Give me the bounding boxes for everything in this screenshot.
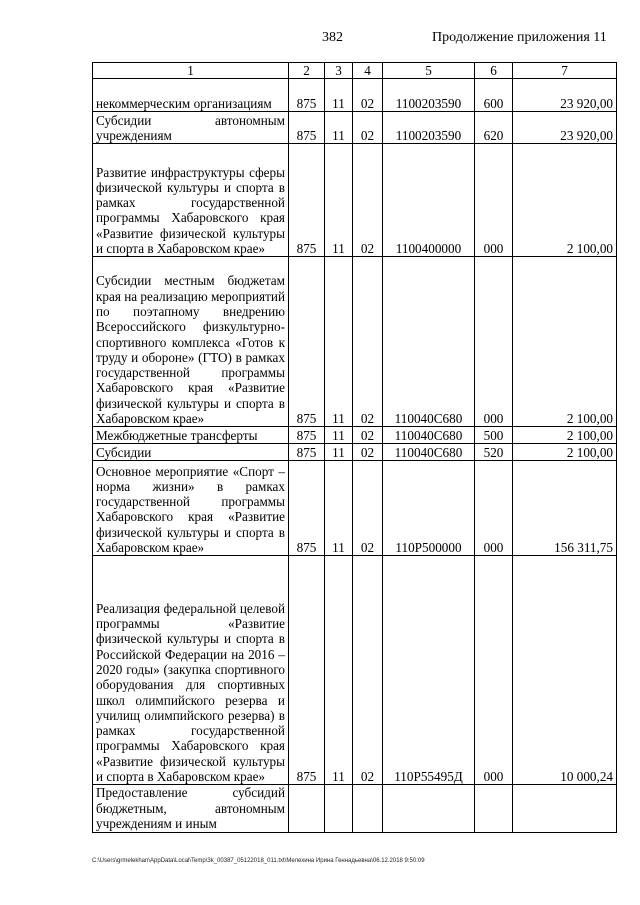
expense-type-cell: 600 bbox=[475, 79, 513, 112]
target-article-cell: 1100400000 bbox=[383, 144, 475, 257]
target-article-cell: 110Р55495Д bbox=[383, 556, 475, 785]
table-row bbox=[93, 556, 617, 785]
target-article-cell: 110040С680 bbox=[383, 444, 475, 461]
section-code-cell: 11 bbox=[325, 112, 353, 144]
ministry-code-cell: 875 bbox=[289, 257, 325, 427]
item-name-cell: Предоставление субсидий бюджетным, автономным учреждениям и иным bbox=[93, 785, 289, 833]
column-header: 1 bbox=[93, 63, 289, 79]
section-code-cell bbox=[325, 785, 353, 833]
table-row bbox=[93, 112, 617, 144]
section-code-cell: 11 bbox=[325, 444, 353, 461]
appendix-label: Продолжение приложения 11 bbox=[432, 30, 607, 45]
column-header: 5 bbox=[383, 63, 475, 79]
expense-type-cell: 000 bbox=[475, 144, 513, 257]
subsection-code-cell: 02 bbox=[353, 444, 383, 461]
amount-cell: 2 100,00 bbox=[513, 444, 617, 461]
target-article-cell: 110040С680 bbox=[383, 257, 475, 427]
page-number: 382 bbox=[322, 30, 343, 45]
target-article-cell: 1100203590 bbox=[383, 79, 475, 112]
table-row bbox=[93, 144, 617, 257]
expense-type-cell: 620 bbox=[475, 112, 513, 144]
item-name-cell: Субсидии местным бюджетам края на реализацию мероприятий по поэтапному внедрению Всероссийского физкультурно-спортивного комплекса «Готов к труду и обороне» (ГТО) в рамках государственной программы Хабаровского края «Развитие физической культуры и спорта в Хабаровском крае» bbox=[93, 257, 289, 427]
item-name-cell: некоммерческим организациям bbox=[93, 79, 289, 112]
target-article-cell bbox=[383, 785, 475, 833]
item-name-cell: Основное мероприятие «Спорт – норма жизни» в рамках государственной программы Хабаровского края «Развитие физической культуры и спорта в Хабаровском крае» bbox=[93, 461, 289, 556]
subsection-code-cell: 02 bbox=[353, 427, 383, 444]
ministry-code-cell: 875 bbox=[289, 144, 325, 257]
section-code-cell: 11 bbox=[325, 461, 353, 556]
expense-type-cell: 000 bbox=[475, 556, 513, 785]
table-row bbox=[93, 785, 617, 833]
section-code-cell: 11 bbox=[325, 556, 353, 785]
ministry-code-cell: 875 bbox=[289, 427, 325, 444]
table-row bbox=[93, 444, 617, 461]
section-code-cell: 11 bbox=[325, 257, 353, 427]
column-header: 4 bbox=[353, 63, 383, 79]
item-name-cell: Реализация федеральной целевой программы «Развитие физической культуры и спорта в Российской Федерации на 2016 – 2020 годы» (закупка спортивного оборудования для спортивных школ олимпийского резерва и училищ олимпийского резерва) в рамках государственной программы Хабаровского края «Развитие физической культуры и спорта в Хабаровском крае» bbox=[93, 556, 289, 785]
column-header: 6 bbox=[475, 63, 513, 79]
column-number-row bbox=[93, 63, 617, 79]
subsection-code-cell: 02 bbox=[353, 461, 383, 556]
amount-cell: 2 100,00 bbox=[513, 427, 617, 444]
ministry-code-cell bbox=[289, 785, 325, 833]
target-article-cell: 110Р500000 bbox=[383, 461, 475, 556]
expense-type-cell: 000 bbox=[475, 461, 513, 556]
table-row bbox=[93, 79, 617, 112]
subsection-code-cell: 02 bbox=[353, 144, 383, 257]
amount-cell: 10 000,24 bbox=[513, 556, 617, 785]
column-header: 7 bbox=[513, 63, 617, 79]
item-name-cell: Развитие инфраструктуры сферы физической культуры и спорта в рамках государственной программы Хабаровского края «Развитие физической культуры и спорта в Хабаровском крае» bbox=[93, 144, 289, 257]
subsection-code-cell: 02 bbox=[353, 556, 383, 785]
amount-cell: 2 100,00 bbox=[513, 257, 617, 427]
subsection-code-cell: 02 bbox=[353, 257, 383, 427]
section-code-cell: 11 bbox=[325, 427, 353, 444]
ministry-code-cell: 875 bbox=[289, 79, 325, 112]
section-code-cell: 11 bbox=[325, 79, 353, 112]
table-body bbox=[93, 79, 617, 833]
column-header: 3 bbox=[325, 63, 353, 79]
expense-type-cell: 500 bbox=[475, 427, 513, 444]
table-row bbox=[93, 257, 617, 427]
expense-type-cell bbox=[475, 785, 513, 833]
target-article-cell: 110040С680 bbox=[383, 427, 475, 444]
budget-table bbox=[92, 62, 617, 833]
amount-cell: 23 920,00 bbox=[513, 112, 617, 144]
target-article-cell: 1100203590 bbox=[383, 112, 475, 144]
expense-type-cell: 000 bbox=[475, 257, 513, 427]
subsection-code-cell: 02 bbox=[353, 112, 383, 144]
ministry-code-cell: 875 bbox=[289, 112, 325, 144]
expense-type-cell: 520 bbox=[475, 444, 513, 461]
amount-cell: 23 920,00 bbox=[513, 79, 617, 112]
column-header: 2 bbox=[289, 63, 325, 79]
subsection-code-cell: 02 bbox=[353, 79, 383, 112]
amount-cell bbox=[513, 785, 617, 833]
amount-cell: 156 311,75 bbox=[513, 461, 617, 556]
ministry-code-cell: 875 bbox=[289, 556, 325, 785]
table-row bbox=[93, 461, 617, 556]
ministry-code-cell: 875 bbox=[289, 461, 325, 556]
item-name-cell: Субсидии автономным учреждениям bbox=[93, 112, 289, 144]
table-row bbox=[93, 427, 617, 444]
file-path-footer: C:\Users\grmelekhan\AppData\Local\Temp\3k_00387_05122018_011.txt\Мелехина Ирина Геннадьевна\06.12.2018 9:50:09 bbox=[92, 858, 425, 864]
ministry-code-cell: 875 bbox=[289, 444, 325, 461]
amount-cell: 2 100,00 bbox=[513, 144, 617, 257]
section-code-cell: 11 bbox=[325, 144, 353, 257]
item-name-cell: Субсидии bbox=[93, 444, 289, 461]
item-name-cell: Межбюджетные трансферты bbox=[93, 427, 289, 444]
subsection-code-cell bbox=[353, 785, 383, 833]
